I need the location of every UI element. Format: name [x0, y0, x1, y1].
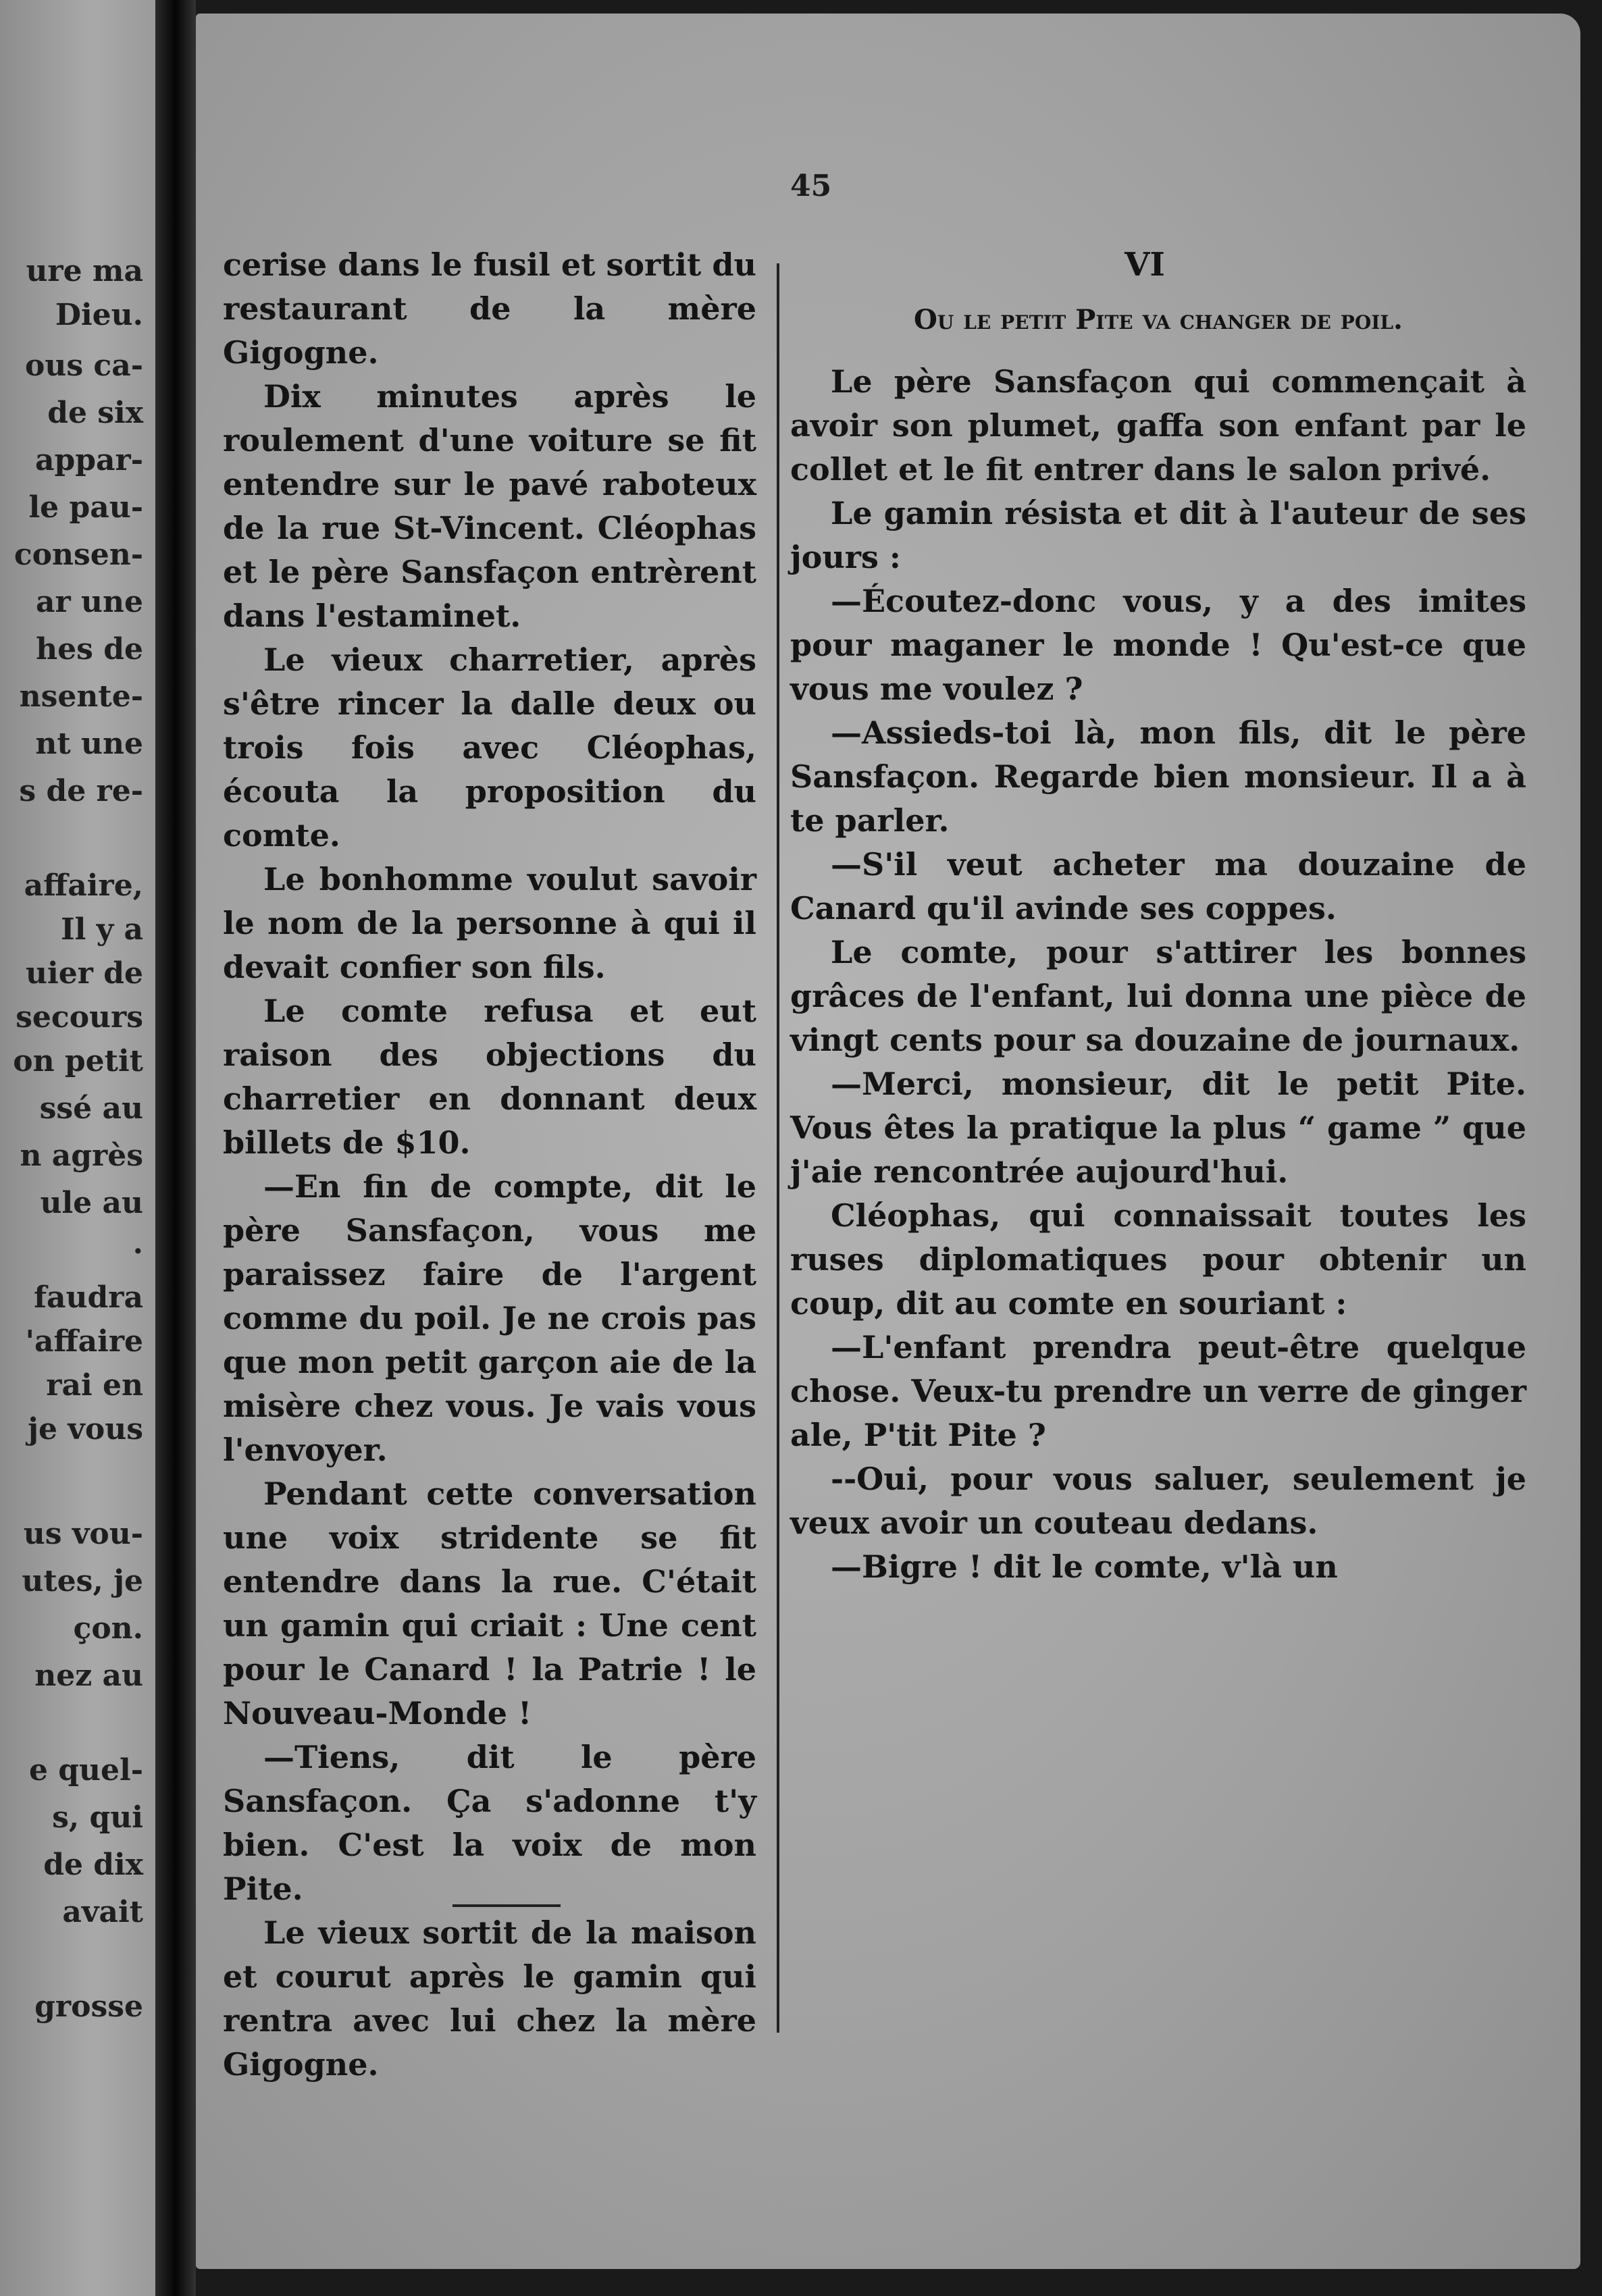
paragraph: Le vieux charretier, après s'être rincer la dalle deux ou trois fois avec Cléophas, écouta la proposition du comte. — [223, 642, 756, 854]
page-fragment-line: consen- — [14, 538, 143, 572]
page-fragment-line: avait — [62, 1895, 143, 1929]
page-fragment-line: Dieu. — [55, 298, 143, 332]
page-fragment-line: Il y a — [60, 912, 143, 947]
page-fragment-line: appar- — [35, 443, 143, 477]
paragraph: —Tiens, dit le père Sansfaçon. Ça s'adonne t'y bien. C'est la voix de mon Pite. — [223, 1739, 756, 1907]
paragraph: Le bonhomme voulut savoir le nom de la personne à qui il devait confier son fils. — [223, 861, 756, 985]
page-fragment-line: de six — [47, 396, 143, 430]
page-fragment-line: affaire, — [24, 868, 143, 903]
right-text-column — [790, 243, 1553, 1589]
page-fragment-line: ule au — [40, 1186, 143, 1220]
paragraph: Le gamin résista et dit à l'auteur de ses jours : — [790, 495, 1526, 575]
paragraph: Le comte refusa et eut raison des objections du charretier en donnant deux billets de $10. — [223, 993, 756, 1161]
paragraph: Le père Sansfaçon qui commençait à avoir son plumet, gaffa son enfant par le collet et le fit entrer dans le salon privé. — [790, 363, 1526, 488]
page-fragment-line: secours — [16, 1000, 143, 1035]
paragraph: —L'enfant prendra peut-être quelque chose. Veux-tu prendre un verre de ginger ale, P'tit Pite ? — [790, 1329, 1526, 1453]
page-fragment-line: on petit — [13, 1044, 143, 1078]
paragraph: —En fin de compte, dit le père Sansfaçon, vous me paraissez faire de l'argent comme du poil. Je ne crois pas que mon petit garçon aie de la misère chez vous. Je vais vous l'envoyer. — [223, 1168, 756, 1468]
paragraph: —Écoutez-donc vous, y a des imites pour maganer le monde ! Qu'est-ce que vous me voulez ? — [790, 583, 1526, 707]
paragraph: cerise dans le fusil et sortit du restaurant de la mère Gigogne. — [223, 246, 756, 371]
paragraph: Dix minutes après le roulement d'une voiture se fit entendre sur le pavé raboteux de la rue St-Vincent. Cléophas et le père Sansfaçon entrèrent dans l'estaminet. — [223, 378, 756, 634]
page-fragment-line: 'affaire — [25, 1324, 143, 1359]
page-fragment-line: rai en — [46, 1368, 143, 1403]
chapter-body — [790, 360, 1526, 1589]
left-text-column — [223, 243, 756, 2087]
page-fragment-line: . — [132, 1226, 143, 1261]
page-fragment-line: s de re- — [19, 774, 143, 808]
page-fragment-line: de dix — [43, 1848, 143, 1882]
page-fragment-line: uier de — [26, 956, 143, 991]
page-fragment-line: nt une — [35, 727, 143, 761]
page-fragment-line: e quel- — [28, 1753, 143, 1788]
paragraph: —S'il veut acheter ma douzaine de Canard qu'il avinde ses coppes. — [790, 846, 1526, 927]
page-fragment-line: çon. — [73, 1611, 143, 1646]
paragraph: Le comte, pour s'attirer les bonnes grâces de l'enfant, lui donna une pièce de vingt cents pour sa douzaine de journaux. — [790, 934, 1526, 1058]
page-fragment-line: us vou- — [23, 1517, 143, 1551]
page-fragment-line: faudra — [34, 1280, 143, 1315]
page-fragment-line: s, qui — [52, 1800, 143, 1835]
page-fragment-line: nez au — [34, 1659, 143, 1693]
section-end-rule — [453, 1904, 561, 1907]
page-fragment-line: hes de — [36, 632, 143, 667]
page-fragment-line: ure ma — [26, 254, 143, 288]
paragraph: Cléophas, qui connaissait toutes les ruses diplomatiques pour obtenir un coup, dit au comte en souriant : — [790, 1197, 1526, 1322]
book-gutter — [155, 0, 196, 2296]
paragraph: —Assieds-toi là, mon fils, dit le père Sansfaçon. Regarde bien monsieur. Il a à te parler. — [790, 714, 1526, 839]
book-page — [196, 14, 1580, 2269]
paragraph: —Merci, monsieur, dit le petit Pite. Vous êtes la pratique la plus “ game ” que j'aie rencontrée aujourd'hui. — [790, 1066, 1526, 1190]
page-fragment-line: grosse — [34, 1989, 143, 2024]
page-number: 45 — [790, 169, 832, 203]
paragraph: Pendant cette conversation une voix stridente se fit entendre dans la rue. C'était un gamin qui criait : Une cent pour le Canard ! la Patrie ! le Nouveau-Monde ! — [223, 1476, 756, 1731]
page-fragment-line: ar une — [36, 585, 143, 619]
paragraph: --Oui, pour vous saluer, seulement je veux avoir un couteau dedans. — [790, 1461, 1526, 1541]
chapter-title: Ou le petit Pite va changer de poil. — [914, 304, 1403, 336]
page-fragment-line: ous ca- — [25, 348, 143, 383]
page-fragment-line: le pau- — [28, 490, 143, 525]
chapter-number: VI — [1125, 246, 1165, 284]
page-fragment-line: ssé au — [39, 1091, 143, 1126]
paragraph: —Bigre ! dit le comte, v'là un — [831, 1548, 1338, 1585]
paragraph: Le vieux sortit de la maison et courut après le gamin qui rentra avec lui chez la mère Gigogne. — [223, 1914, 756, 2083]
page-fragment-line: nsente- — [19, 679, 143, 714]
column-divider — [777, 263, 779, 2033]
page-fragment-line: utes, je — [22, 1564, 143, 1598]
page-fragment-line: n agrès — [20, 1139, 143, 1173]
page-fragment-line: je vous — [28, 1412, 143, 1446]
previous-page-fragment — [0, 0, 155, 2296]
